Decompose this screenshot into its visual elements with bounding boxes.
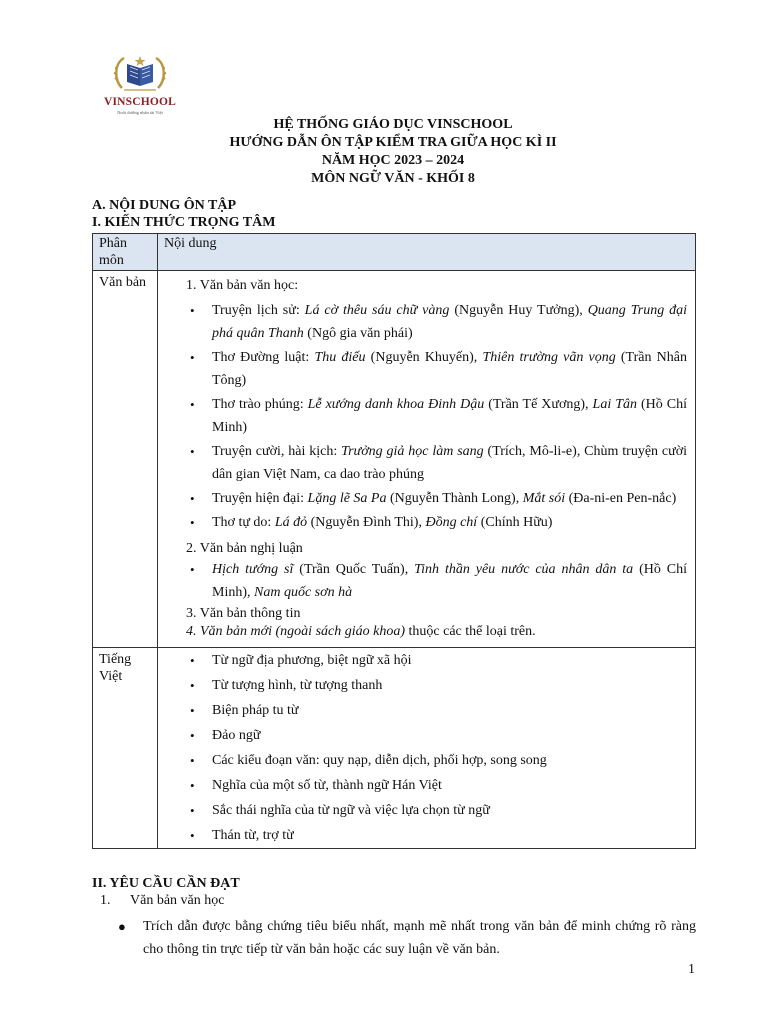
list-item: • Từ tượng hình, từ tượng thanh [158, 673, 695, 698]
list-item: • Truyện hiện đại: Lặng lẽ Sa Pa (Nguyễn Thành Long), Mắt sói (Đa-ni-en Pen-nắc) [158, 487, 695, 510]
list-item: • Thơ Đường luật: Thu điếu (Nguyễn Khuyến), Thiên trường vãn vọng (Trần Nhân Tông) [158, 346, 695, 392]
logo-tagline: Nuôi dưỡng nhân tài Việt [117, 110, 163, 115]
vinschool-logo [100, 50, 180, 118]
section-a-heading: A. NỘI DUNG ÔN TẬP [92, 198, 237, 213]
section-i-heading: I. KIẾN THỨC TRỌNG TÂM [92, 215, 276, 230]
list-item: • Thơ tự do: Lá đỏ (Nguyễn Đình Thi), Đồng chí (Chính Hữu) [158, 511, 695, 534]
item-2: 2. Văn bản nghị luận [186, 541, 303, 556]
list-item: • Hịch tướng sĩ (Trần Quốc Tuấn), Tinh thần yêu nước của nhân dân ta (Hồ Chí Minh), Nam quốc sơn hà [158, 558, 695, 604]
list-item: • Sắc thái nghĩa của từ ngữ và việc lựa chọn từ ngữ [158, 798, 695, 823]
subsection-1 [100, 893, 224, 909]
list-item: • Thơ trào phúng: Lễ xướng danh khoa Đinh Dậu (Trần Tế Xương), Lai Tân (Hồ Chí Minh) [158, 393, 695, 439]
list-item: • Truyện lịch sử: Lá cờ thêu sáu chữ vàng (Nguyễn Huy Tưởng), Quang Trung đại phá quân Thanh (Ngô gia văn phái) [158, 299, 695, 345]
requirement-text: Trích dẫn được bằng chứng tiêu biểu nhất, mạnh mẽ nhất trong văn bản để minh chứng rõ ràng cho thông tin trực tiếp từ văn bản hoặc các suy luận về văn bản. [143, 919, 696, 957]
table-row-tieng-viet [93, 648, 696, 849]
item-4: 4. Văn bản mới (ngoài sách giáo khoa) thuộc các thể loại trên. [186, 624, 536, 639]
list-item: • Từ ngữ địa phương, biệt ngữ xã hội [158, 648, 695, 673]
header-line-2: HƯỚNG DẪN ÔN TẬP KIỂM TRA GIỮA HỌC KÌ II [229, 135, 557, 150]
list-item: • Thán từ, trợ từ [158, 823, 695, 848]
open-book-crest-icon [100, 50, 180, 96]
section-ii-heading: II. YÊU CẦU CẦN ĐẠT [92, 876, 240, 891]
header-line-1: HỆ THỐNG GIÁO DỤC VINSCHOOL [273, 117, 513, 132]
content-table [92, 233, 696, 849]
table-header-row [93, 234, 696, 271]
list-item: • Đảo ngữ [158, 723, 695, 748]
requirement-paragraph [118, 915, 696, 961]
list-item: • Các kiểu đoạn văn: quy nạp, diễn dịch, phối hợp, song song [158, 748, 695, 773]
table-row-van-ban [93, 271, 696, 648]
header-cell-subject: Phân môn [93, 234, 158, 271]
page-number: 1 [688, 962, 695, 977]
item-3: 3. Văn bản thông tin [186, 606, 301, 621]
row-content-van-ban [158, 271, 696, 648]
bullet-icon: ● [118, 919, 126, 934]
header-line-3: NĂM HỌC 2023 – 2024 [321, 153, 465, 168]
row-content-tieng-viet [158, 648, 696, 849]
header-cell-content: Nội dung [158, 234, 696, 271]
list-item: • Truyện cười, hài kịch: Trưởng giả học làm sang (Trích, Mô-li-e), Chùm truyện cười dân gian Việt Nam, ca dao trào phúng [158, 440, 695, 486]
row-label-tieng-viet: Tiếng Việt [93, 648, 158, 849]
list-item: • Nghĩa của một số từ, thành ngữ Hán Việt [158, 773, 695, 798]
item-1: 1. Văn bản văn học: [186, 278, 299, 293]
header-line-4: MÔN NGỮ VĂN - KHỐI 8 [311, 171, 475, 186]
logo-name: VINSCHOOL [103, 96, 177, 108]
list-item: • Biện pháp tu từ [158, 698, 695, 723]
document-header [0, 116, 768, 188]
subsection-label: Văn bản văn học [130, 893, 225, 908]
row-label-van-ban: Văn bản [93, 271, 158, 648]
subsection-number: 1. [100, 893, 111, 908]
